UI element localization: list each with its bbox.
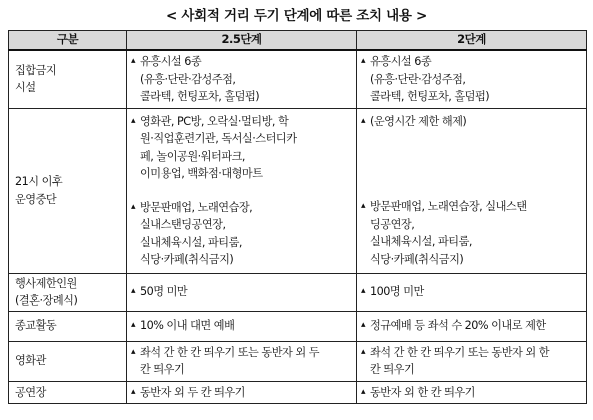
cell-after9-level-2	[357, 108, 587, 273]
cell-gathering-level-2	[357, 50, 587, 108]
bullet-item: ▴ 10% 이내 대면 예배	[131, 317, 352, 335]
table-row-religion	[9, 311, 587, 341]
bullet-item: ▴ 방문판매업, 노래연습장, 실내스탠딩공연장, 실내체육시설, 파티룸, 식당·카페(취식금지)	[131, 199, 352, 269]
bullet-item: ▴ 동반자 외 한 칸 띄우기	[361, 384, 582, 402]
bullet-item: ▴ 50명 미만	[131, 283, 352, 301]
bullet-item: ▴ 정규예배 등 좌석 수 20% 이내로 제한	[361, 317, 582, 335]
row-label-event-limit: 행사제한인원 (결혼·장례식)	[9, 273, 127, 311]
table-row-cinema	[9, 341, 587, 381]
cell-cinema-level-2	[357, 341, 587, 381]
cell-theater-level-2-5	[127, 381, 357, 404]
row-label-after-9pm: 21시 이후 운영중단	[9, 108, 127, 273]
table-header-row	[9, 31, 587, 51]
table-row-theater	[9, 381, 587, 404]
cell-events-level-2	[357, 273, 587, 311]
bullet-item: ▴ 좌석 간 한 칸 띄우기 또는 동반자 외 한 칸 띄우기	[361, 344, 582, 379]
measures-table	[8, 30, 587, 404]
bullet-item: ▴ 좌석 간 한 칸 띄우기 또는 동반자 외 두 칸 띄우기	[131, 344, 352, 379]
row-label-gathering-ban: 집합금지 시설	[9, 50, 127, 108]
bullet-item: ▴ 유흥시설 6종 (유흥·단란·감성주점, 콜라텍, 헌팅포차, 홀덤펍)	[131, 53, 352, 106]
bullet-item: ▴ 동반자 외 두 칸 띄우기	[131, 384, 352, 402]
table-row-gathering-ban	[9, 50, 587, 108]
bullet-item: ▴ 영화관, PC방, 오락실·멀티방, 학 원·직업훈련기관, 독서실·스터디카 페, 놀이공원·워터파크, 이미용업, 백화점·대형마트	[131, 113, 352, 183]
page-title: < 사회적 거리 두기 단계에 따른 조치 내용 >	[165, 8, 428, 24]
cell-events-level-2-5	[127, 273, 357, 311]
bullet-item: ▴ 100명 미만	[361, 283, 582, 301]
cell-theater-level-2	[357, 381, 587, 404]
cell-after9-level-2-5	[127, 108, 357, 273]
bullet-item: ▴ 방문판매업, 노래연습장, 실내스탠 딩공연장, 실내체육시설, 파티룸, 식당·카페(취식금지)	[361, 198, 582, 268]
table-row-event-limit	[9, 273, 587, 311]
table-row-after-9pm	[9, 108, 587, 273]
row-label-religion: 종교활동	[9, 311, 127, 341]
header-category: 구분	[9, 31, 127, 51]
header-level-2-5: 2.5단계	[127, 31, 357, 51]
cell-religion-level-2-5	[127, 311, 357, 341]
row-label-cinema: 영화관	[9, 341, 127, 381]
bullet-item: ▴ (운영시간 제한 해제)	[361, 113, 582, 131]
header-level-2: 2단계	[357, 31, 587, 51]
cell-religion-level-2	[357, 311, 587, 341]
cell-cinema-level-2-5	[127, 341, 357, 381]
bullet-item: ▴ 유흥시설 6종 (유흥·단란·감성주점, 콜라텍, 헌팅포차, 홀덤펍)	[361, 53, 582, 106]
cell-gathering-level-2-5	[127, 50, 357, 108]
row-label-theater: 공연장	[9, 381, 127, 404]
